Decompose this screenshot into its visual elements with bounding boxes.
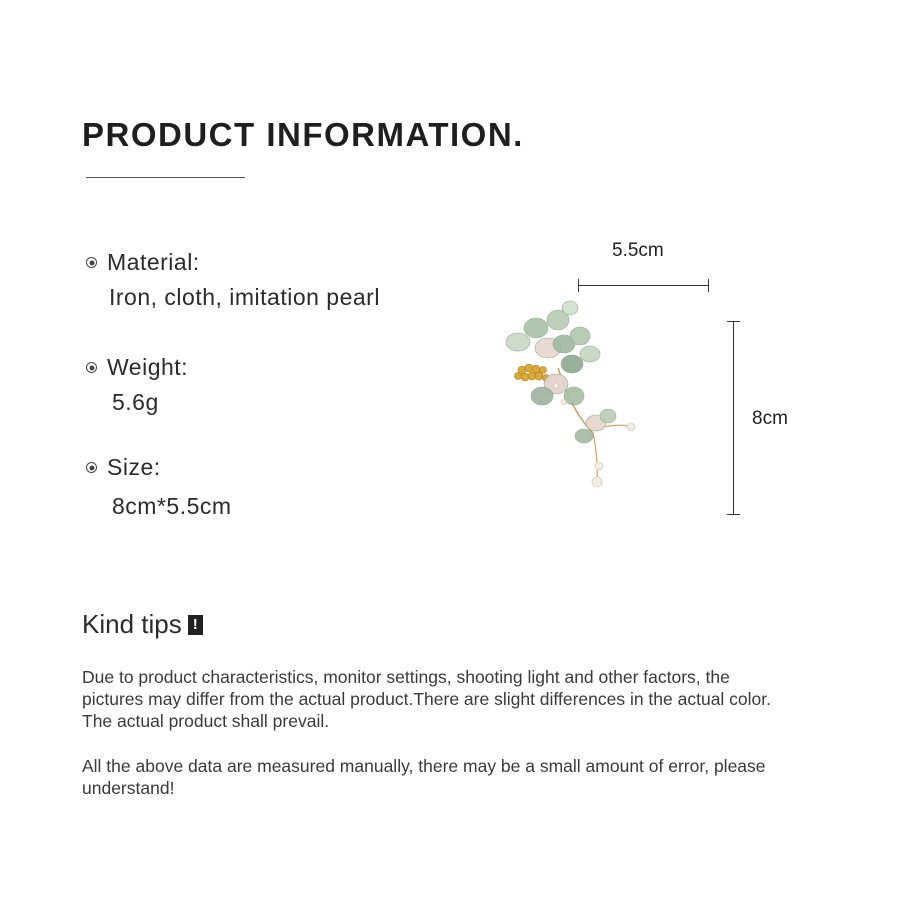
spec-material bbox=[86, 249, 380, 311]
exclamation-icon: ! bbox=[188, 615, 203, 635]
height-dimension-line bbox=[733, 321, 734, 515]
width-dimension-tick-right bbox=[708, 279, 709, 292]
target-bullet-icon bbox=[86, 462, 97, 473]
spec-value: 5.6g bbox=[112, 389, 159, 415]
spec-size bbox=[86, 454, 232, 520]
page-title: PRODUCT INFORMATION. bbox=[82, 116, 524, 153]
spec-value: Iron, cloth, imitation pearl bbox=[109, 284, 380, 310]
tips-paragraph: Due to product characteristics, monitor settings, shooting light and other factors, the pictures may differ from the actual product.There are slight differences in the actual color. The actual product shall prevail. bbox=[82, 667, 772, 731]
kind-tips-heading bbox=[82, 609, 203, 640]
target-bullet-icon bbox=[86, 257, 97, 268]
title-underline bbox=[86, 177, 245, 178]
width-dimension-label: 5.5cm bbox=[612, 240, 664, 261]
tips-paragraph: All the above data are measured manually, there may be a small amount of error, please understand! bbox=[82, 756, 766, 798]
kind-tips-title: Kind tips bbox=[82, 609, 182, 639]
spec-label: Material: bbox=[107, 249, 200, 275]
spec-label: Size: bbox=[107, 454, 161, 480]
spec-value: 8cm*5.5cm bbox=[112, 493, 232, 519]
spec-label: Weight: bbox=[107, 354, 189, 380]
floral-hair-clip-image bbox=[498, 298, 643, 494]
target-bullet-icon bbox=[86, 362, 97, 373]
height-dimension-label: 8cm bbox=[752, 408, 788, 429]
height-dimension-tick-bottom bbox=[727, 514, 740, 515]
spec-weight bbox=[86, 354, 188, 416]
width-dimension-line bbox=[578, 285, 709, 286]
width-dimension-tick-left bbox=[578, 279, 579, 292]
height-dimension-tick-top bbox=[727, 321, 740, 322]
